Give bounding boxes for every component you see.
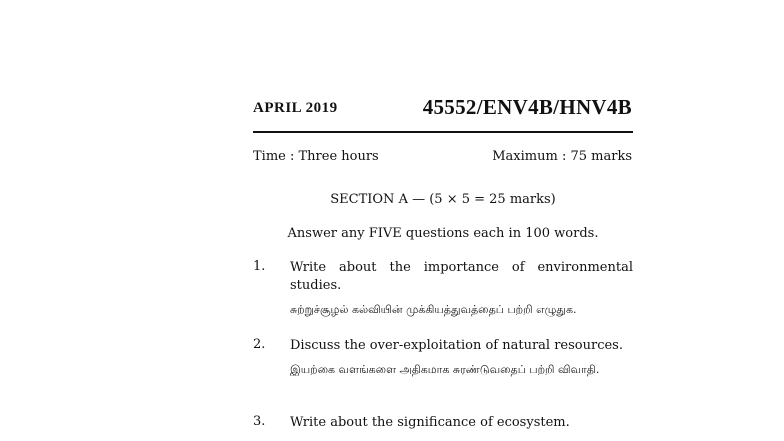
question-number: 1. — [253, 259, 266, 274]
question-text-tamil: சுற்றுச்சூழல் கல்வியின் முக்கியத்துவத்தைப் பற்றி எழுதுக. — [290, 303, 577, 316]
question-text-tamil: இயற்கை வளங்களை அதிகமாக சுரண்டுவதைப் பற்றி விவாதி. — [290, 363, 600, 376]
question-body — [290, 259, 633, 319]
question-body — [290, 337, 633, 379]
question-text-english: Discuss the over-exploitation of natural resources. — [290, 338, 623, 353]
section-instruction: Answer any FIVE questions each in 100 words. — [287, 226, 599, 241]
exam-date: APRIL 2019 — [253, 100, 338, 116]
header-divider — [253, 131, 633, 133]
section-title: SECTION A — (5 × 5 = 25 marks) — [330, 192, 556, 207]
question-number: 3. — [253, 414, 266, 429]
question-text-english: Write about the significance of ecosystem. — [290, 415, 570, 430]
question-number: 2. — [253, 337, 266, 352]
question-text-english: Write about the importance of environmental studies. — [290, 260, 633, 293]
paper-code: 45552/ENV4B/HNV4B — [422, 95, 632, 119]
maximum-marks: Maximum : 75 marks — [492, 149, 632, 164]
exam-duration: Time : Three hours — [253, 149, 379, 164]
question-body — [290, 414, 633, 432]
